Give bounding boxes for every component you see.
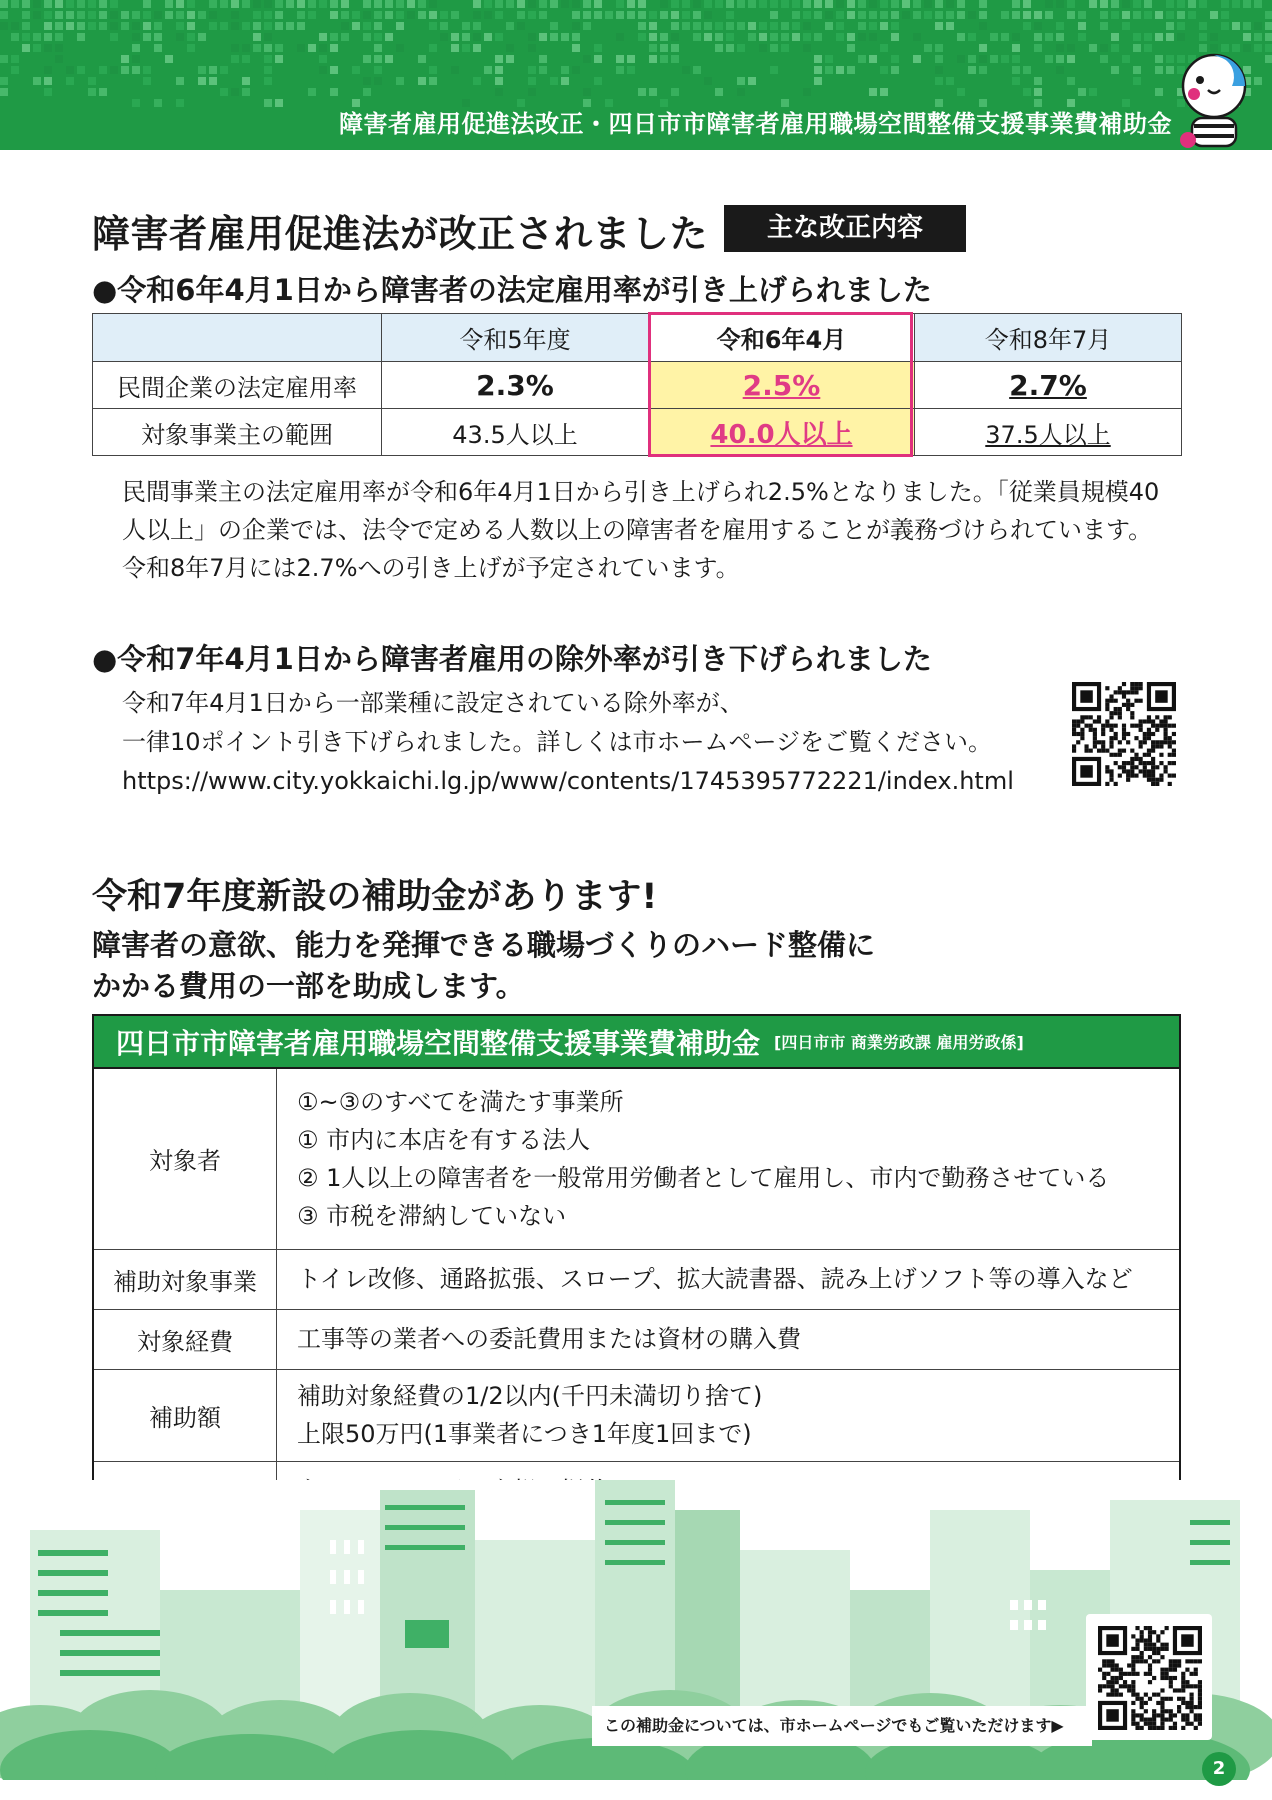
mascot-character: [1174, 50, 1252, 150]
table-header-r5: 令和5年度: [382, 314, 649, 362]
row-label-scope: 対象事業主の範囲: [93, 409, 382, 456]
target-value: [277, 1069, 1180, 1249]
subsidy-header: [94, 1016, 1179, 1069]
page-header: [0, 0, 1272, 150]
rate-r8: 2.7%: [1009, 368, 1087, 402]
subsidy-box: [92, 1014, 1181, 1523]
target-label: 対象者: [94, 1069, 277, 1249]
section1-paragraph: 民間事業主の法定雇用率が令和6年4月1日から引き上げられ2.5%となりました。「従業員規模40人以上」の企業では、法令で定める人数以上の障害者を雇用することが義務づけられています。令和8年7月には2.7%への引き上げが予定されています。: [122, 478, 1160, 582]
qr-code[interactable]: [1072, 682, 1176, 786]
table-header-r8: 令和8年7月: [915, 314, 1182, 362]
rate-r5: 2.3%: [382, 362, 649, 409]
cost-value: 工事等の業者への委託費用または資材の購入費: [277, 1309, 1180, 1369]
project-value: トイレ改修、通路拡張、スロープ、拡大読書器、読み上げソフト等の導入など: [277, 1249, 1180, 1309]
section3-title: 令和7年度新設の補助金があります!: [92, 877, 658, 917]
table-header-row: [93, 314, 1182, 362]
section2-paragraph: [122, 684, 1062, 801]
table-header-r6: 令和6年4月: [649, 314, 915, 362]
footer-caption: この補助金については、市ホームページでもご覧いただけます▶: [592, 1706, 1092, 1746]
qr-code[interactable]: [1098, 1626, 1202, 1730]
subsidy-name: 四日市市障害者雇用職場空間整備支援事業費補助金: [116, 1026, 761, 1060]
table-row: [93, 409, 1182, 456]
section2-subtitle: ●令和7年4月1日から障害者雇用の除外率が引き下げられました: [92, 642, 932, 676]
table-row: [94, 1069, 1179, 1249]
section3-lead: [92, 925, 992, 1007]
section2-url[interactable]: https://www.city.yokkaichi.lg.jp/www/contents/1745395772221/index.html: [122, 767, 1014, 795]
rate-r6: 2.5%: [742, 368, 821, 402]
employment-rate-table: [92, 313, 1182, 456]
header-title: 障害者雇用促進法改正・四日市市障害者雇用職場空間整備支援事業費補助金: [339, 110, 1172, 138]
table-row: [94, 1309, 1179, 1369]
section3-lead-line2: かかる費用の一部を助成します。: [92, 969, 525, 1003]
table-header-blank: [93, 314, 382, 362]
target-line: ① 市内に本店を有する法人: [297, 1125, 591, 1154]
amount-value: [277, 1369, 1180, 1461]
section3-lead-line1: 障害者の意欲、能力を発揮できる職場づくりのハード整備に: [92, 928, 876, 962]
amount-label: 補助額: [94, 1369, 277, 1461]
scope-r6: 40.0人以上: [710, 419, 853, 450]
target-line: ①~③のすべてを満たす事業所: [297, 1087, 624, 1116]
table-row: [94, 1369, 1179, 1461]
target-line: ② 1人以上の障害者を一般常用労働者として雇用し、市内で勤務させている: [297, 1163, 1110, 1192]
project-label: 補助対象事業: [94, 1249, 277, 1309]
section1-subtitle: ●令和6年4月1日から障害者の法定雇用率が引き上げられました: [92, 273, 932, 307]
city-skyline-illustration: [0, 1480, 1272, 1800]
table-row: [93, 362, 1182, 409]
table-row: [94, 1249, 1179, 1309]
row-label-rate: 民間企業の法定雇用率: [93, 362, 382, 409]
amount-line1: 補助対象経費の1/2以内(千円未満切り捨て): [297, 1382, 763, 1410]
scope-r8: 37.5人以上: [985, 420, 1111, 449]
page-number: 2: [1202, 1752, 1236, 1786]
section2-line1: 令和7年4月1日から一部業種に設定されている除外率が、: [122, 689, 744, 717]
section2-line2: 一律10ポイント引き下げられました。詳しくは市ホームページをご覧ください。: [122, 728, 993, 756]
amount-line2: 上限50万円(1事業者につき1年度1回まで): [297, 1420, 752, 1448]
revision-badge: 主な改正内容: [724, 205, 966, 252]
scope-r5: 43.5人以上: [382, 409, 649, 456]
cost-label: 対象経費: [94, 1309, 277, 1369]
subsidy-table: [94, 1069, 1179, 1521]
subsidy-department: [四日市市 商業労政課 雇用労政係]: [774, 1033, 1024, 1052]
target-line: ③ 市税を滞納していない: [297, 1201, 567, 1230]
section1-title: 障害者雇用促進法が改正されました: [92, 212, 709, 256]
